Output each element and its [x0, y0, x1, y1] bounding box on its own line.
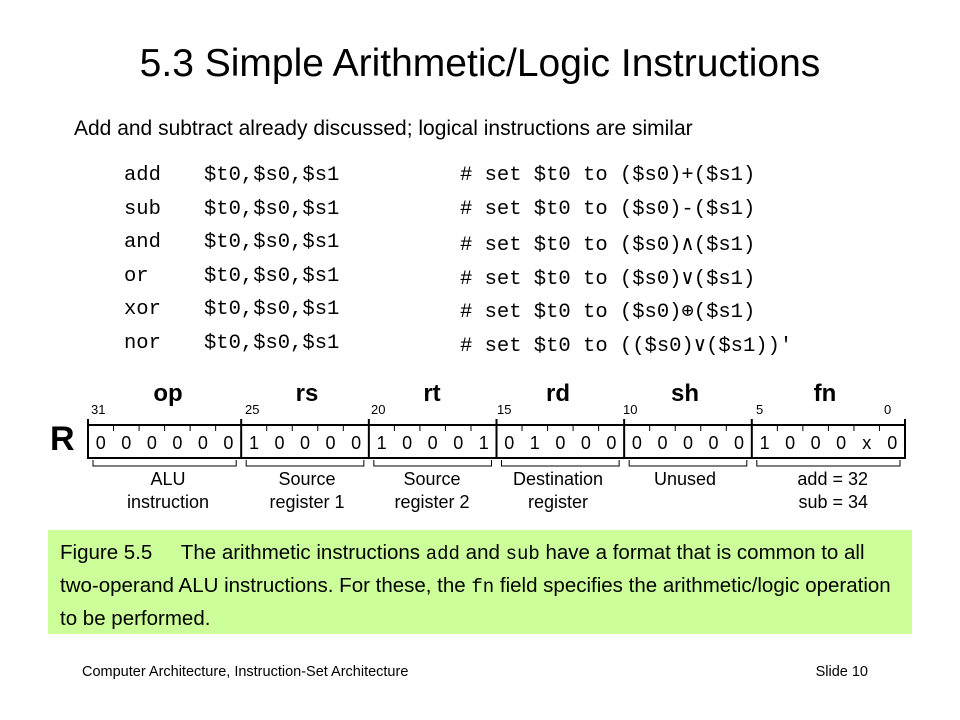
field-name-rt: rt [423, 380, 441, 407]
field-desc-line: instruction [126, 492, 210, 512]
bit-value: 0 [580, 433, 591, 453]
code-operands: $t0,$s0,$s1 [204, 231, 340, 255]
field-desc-fn [797, 468, 868, 514]
bit-value: x [862, 433, 872, 453]
code-opcode: or [124, 264, 149, 288]
field-name-sh: sh [670, 380, 700, 407]
bit-value: 1 [248, 433, 259, 453]
bit-value: 0 [402, 433, 413, 453]
format-label: R [50, 420, 75, 458]
caption-text: field specifies the arithmetic/logic operation to be performed. [60, 574, 891, 630]
bit-value: 0 [810, 433, 821, 453]
bit-value: 1 [376, 433, 387, 453]
footer-course: Computer Architecture, Instruction-Set Architecture [82, 664, 409, 680]
bit-value: 1 [478, 433, 489, 453]
field-desc-line: Source [403, 469, 461, 489]
bit-number-0: 0 [884, 402, 892, 417]
field-bracket [246, 460, 364, 466]
bit-value: 0 [274, 433, 285, 453]
field-desc-line: register 1 [269, 492, 345, 512]
field-bracket [374, 460, 492, 466]
bit-value: 0 [708, 433, 719, 453]
field-name-fn: fn [813, 380, 837, 407]
code-operands: $t0,$s0,$s1 [204, 298, 340, 322]
bit-value: 0 [351, 433, 362, 453]
field-desc-line: sub = 34 [798, 492, 868, 512]
footer-slide-number: Slide 10 [815, 664, 868, 680]
code-opcode: nor [124, 331, 161, 355]
code-opcode: sub [124, 197, 161, 221]
field-bracket [502, 460, 620, 466]
caption-text: have a format that is common to all two-operand ALU instructions. For these, the [60, 541, 865, 597]
code-comment: # set $t0 to ($s0)-($s1) [460, 197, 756, 221]
bit-value: 0 [427, 433, 438, 453]
bit-value: 0 [223, 433, 234, 453]
bit-value: 0 [453, 433, 464, 453]
caption-text: and [459, 541, 506, 564]
code-comment: # set $t0 to ($s0)⊕($s1) [460, 301, 756, 325]
caption-text: The arithmetic instructions [180, 541, 426, 564]
figure-caption [48, 530, 912, 634]
bit-value: 0 [657, 433, 668, 453]
caption-code: sub [505, 543, 540, 565]
code-comment: # set $t0 to ($s0)+($s1) [460, 164, 756, 187]
code-opcode: add [124, 164, 161, 187]
bit-value: 0 [887, 433, 898, 453]
code-operands: $t0,$s0,$s1 [204, 264, 340, 288]
field-desc-line: add = 32 [797, 469, 868, 489]
code-operands: $t0,$s0,$s1 [204, 331, 340, 355]
field-desc-line: Source [278, 469, 336, 489]
bit-number-25: 25 [245, 402, 260, 417]
bit-value: 0 [121, 433, 132, 453]
bit-value: 0 [785, 433, 796, 453]
field-desc-line: register 2 [394, 492, 470, 512]
bit-value: 0 [606, 433, 617, 453]
code-operands: $t0,$s0,$s1 [204, 164, 340, 187]
bit-value: 0 [504, 433, 515, 453]
bit-value: 0 [631, 433, 642, 453]
bit-number-31: 31 [91, 402, 106, 417]
bit-value: 0 [734, 433, 745, 453]
field-desc-sh [654, 468, 716, 491]
code-operands: $t0,$s0,$s1 [204, 197, 340, 221]
code-comment: # set $t0 to ($s0)∧($s1) [460, 234, 756, 258]
bit-value: 1 [759, 433, 770, 453]
bit-value: 0 [682, 433, 693, 453]
field-desc-line: register [527, 492, 589, 512]
field-bracket [757, 460, 900, 466]
code-opcode: xor [124, 298, 161, 322]
r-format-diagram [0, 380, 960, 520]
field-desc-rd [513, 468, 603, 514]
bit-number-10: 10 [623, 402, 638, 417]
bit-value: 0 [197, 433, 208, 453]
field-desc-rt [394, 468, 469, 514]
field-name-op: op [153, 380, 183, 407]
field-name-rs: rs [295, 380, 319, 407]
caption-code: add [425, 543, 460, 565]
slide-subtitle: Add and subtract already discussed; logical instructions are similar [74, 117, 693, 140]
bit-value: 0 [555, 433, 566, 453]
bit-value: 0 [95, 433, 106, 453]
field-bracket [93, 460, 236, 466]
bit-number-5: 5 [756, 402, 764, 417]
field-name-rd: rd [546, 380, 570, 407]
caption-code: fn [471, 576, 495, 598]
code-opcode: and [124, 231, 161, 255]
bit-value: 0 [836, 433, 847, 453]
code-comment: # set $t0 to (($s0)∨($s1))′ [460, 334, 793, 358]
slide-title: 5.3 Simple Arithmetic/Logic Instructions [139, 42, 821, 85]
field-desc-rs [269, 468, 344, 514]
field-desc-line: Destination [512, 469, 604, 489]
field-desc-line: ALU [150, 469, 186, 489]
caption-figure-number: Figure 5.5 [60, 541, 153, 564]
bit-number-15: 15 [497, 402, 512, 417]
bit-value: 0 [300, 433, 311, 453]
bit-value: 0 [325, 433, 336, 453]
bit-value: 0 [146, 433, 157, 453]
field-desc-op [127, 468, 209, 514]
bit-number-20: 20 [371, 402, 386, 417]
field-bracket [629, 460, 747, 466]
field-desc-line: Unused [653, 469, 717, 489]
bit-value: 1 [529, 433, 540, 453]
code-comment: # set $t0 to ($s0)∨($s1) [460, 267, 756, 291]
bit-value: 0 [172, 433, 183, 453]
